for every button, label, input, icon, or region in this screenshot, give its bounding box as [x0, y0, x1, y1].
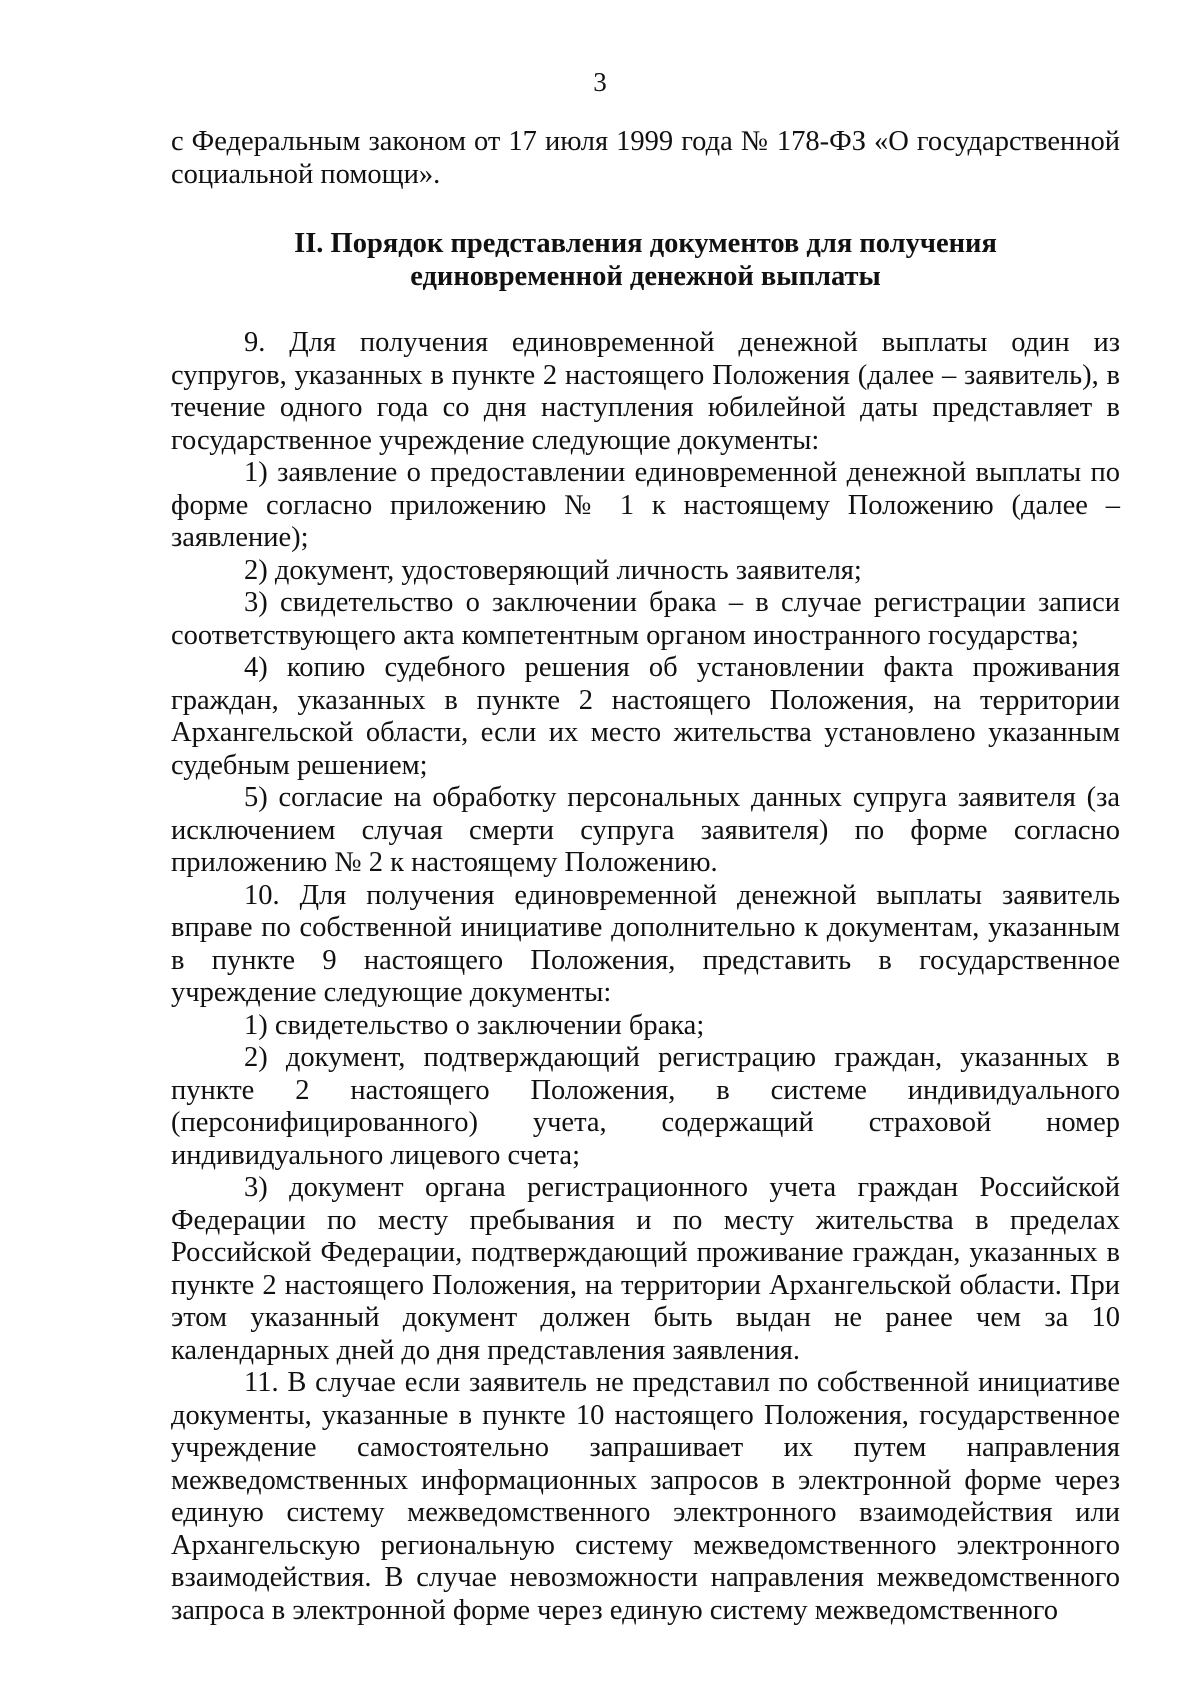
paragraph-9-item-2: 2) документ, удостоверяющий личность заявителя; [244, 554, 862, 586]
paragraph-10-item-1: 1) свидетельство о заключении брака; [244, 1009, 705, 1041]
section-heading [171, 227, 1120, 293]
document-body [171, 126, 1120, 1627]
paragraph-9-item-5: 5) согласие на обработку персональных данных супруга заявителя (за исключением случая смерти супруга заявителя) по форме согласно приложению № 2 к настоящему Положению. [171, 782, 1120, 878]
section-heading-line-1: II. Порядок представления документов для получения [294, 228, 997, 259]
paragraph-10: 10. Для получения единовременной денежной выплаты заявитель вправе по собственной инициативе дополнительно к документам, указанным в пункте 9 настоящего Положения, представить в государственное учреждение следующие документы: [171, 879, 1120, 1008]
paragraph-11: 11. В случае если заявитель не представил по собственной инициативе документы, указанные в пункте 10 настоящего Положения, государственное учреждение самостоятельно запрашивает их путем направления межведомственных информационных запросов в электронной форме через единую систему межведомственного электронного взаимодействия или Архангельскую региональную систему межведомственного электронного взаимодействия. В случае невозможности направления межведомственного запроса в электронной форме через единую систему межведомственного [171, 1367, 1120, 1626]
page-number: 3 [593, 67, 607, 97]
paragraph-10-item-3: 3) документ органа регистрационного учета граждан Российской Федерации по месту пребывания и по месту жительства в пределах Российской Федерации, подтверждающий проживание граждан, указанных в пункте 2 настоящего Положения, на территории Архангельской области. При этом указанный документ должен быть выдан не ранее чем за 10 календарных дней до дня представления заявления. [171, 1172, 1120, 1366]
paragraph-9: 9. Для получения единовременной денежной выплаты один из супругов, указанных в пункте 2 настоящего Положения (далее – заявитель), в течение одного года со дня наступления юбилейной даты представляет в государственное учреждение следующие документы: [171, 327, 1120, 456]
paragraph-10-item-2: 2) документ, подтверждающий регистрацию граждан, указанных в пункте 2 настоящего Положения, в системе индивидуального (персонифицированного) учета, содержащий страховой номер индивидуального лицевого счета; [171, 1042, 1120, 1171]
paragraph-9-item-3: 3) свидетельство о заключении брака – в случае регистрации записи соответствующего акта компетентным органом иностранного государства; [171, 587, 1120, 651]
intro-paragraph: с Федеральным законом от 17 июля 1999 года № 178-ФЗ «О государственной социальной помощи». [171, 126, 1120, 190]
paragraph-9-item-4: 4) копию судебного решения об установлении факта проживания граждан, указанных в пункте 2 настоящего Положения, на территории Архангельской области, если их место жительства установлено указанным судебным решением; [171, 652, 1120, 781]
section-heading-line-2: единовременной денежной выплаты [410, 261, 881, 292]
paragraph-9-item-1: 1) заявление о предоставлении единовременной денежной выплаты по форме согласно приложению № 1 к настоящему Положению (далее – заявление); [171, 457, 1120, 553]
